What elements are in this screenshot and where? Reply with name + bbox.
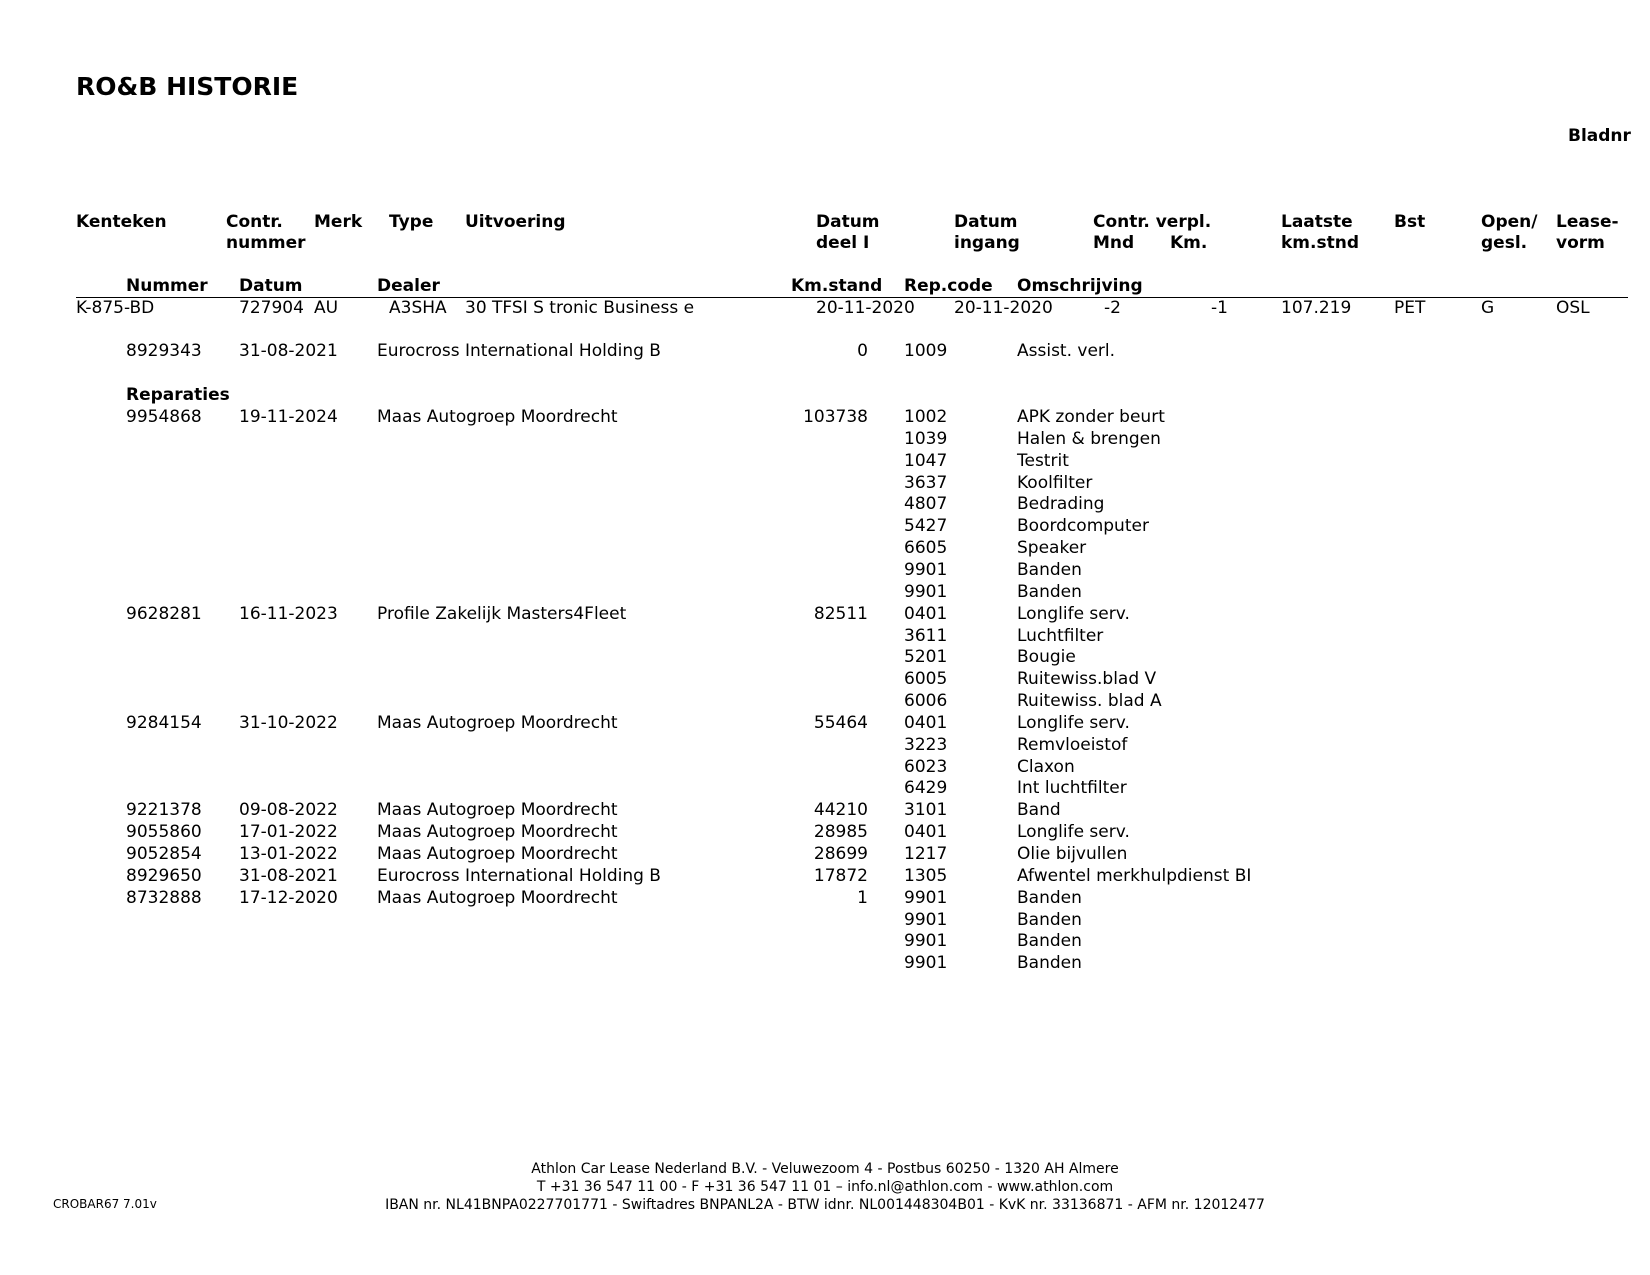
assist-dealer: Eurocross International Holding B — [377, 341, 661, 361]
repair-omschrijving: Ruitewiss.blad V — [1017, 669, 1157, 689]
repair-omschrijving: Banden — [1017, 888, 1082, 908]
col-datum: Datum — [239, 276, 303, 296]
repair-repcode: 4807 — [904, 494, 948, 514]
footer-contact: T +31 36 547 11 00 - F +31 36 547 11 01 – info.nl@athlon.com - www.athlon.com — [536, 1179, 1114, 1195]
bladnr-label: Bladnr — [1568, 126, 1631, 146]
repair-repcode: 6429 — [904, 778, 948, 798]
repair-repcode: 3637 — [904, 473, 948, 493]
col-nummer: Nummer — [126, 276, 208, 296]
repair-omschrijving: Longlife serv. — [1017, 713, 1130, 733]
repair-kmstand: 82511 — [813, 604, 868, 624]
repair-repcode: 1039 — [904, 429, 948, 449]
vehicle-leasevorm: OSL — [1556, 298, 1590, 318]
repair-omschrijving: Koolfilter — [1017, 473, 1093, 493]
repair-omschrijving: Remvloeistof — [1017, 735, 1128, 755]
assist-kmstand: 0 — [857, 341, 868, 361]
repair-repcode: 6023 — [904, 757, 948, 777]
repair-dealer: Maas Autogroep Moordrecht — [377, 888, 618, 908]
repair-repcode: 1305 — [904, 866, 948, 886]
assist-repcode: 1009 — [904, 341, 948, 361]
repair-repcode: 3223 — [904, 735, 948, 755]
col-kmstand: Km.stand — [791, 276, 883, 296]
page-title: RO&B HISTORIE — [76, 72, 299, 101]
vehicle-bst: PET — [1394, 298, 1426, 318]
repair-repcode: 1047 — [904, 451, 948, 471]
repair-omschrijving: Bedrading — [1017, 494, 1105, 514]
repair-datum: 17-01-2022 — [239, 822, 338, 842]
repair-repcode: 0401 — [904, 604, 948, 624]
repair-nummer: 9055860 — [126, 822, 202, 842]
col-laatste: Laatste — [1281, 212, 1353, 232]
repair-nummer: 9954868 — [126, 407, 202, 427]
repair-omschrijving: Int luchtfilter — [1017, 778, 1127, 798]
repair-dealer: Profile Zakelijk Masters4Fleet — [377, 604, 627, 624]
col-uitvoering: Uitvoering — [465, 212, 566, 232]
repair-omschrijving: Halen & brengen — [1017, 429, 1161, 449]
repair-repcode: 3611 — [904, 626, 948, 646]
repair-dealer: Maas Autogroep Moordrecht — [377, 713, 618, 733]
repair-nummer: 8929650 — [126, 866, 202, 886]
repair-dealer: Maas Autogroep Moordrecht — [377, 407, 618, 427]
repair-nummer: 9221378 — [126, 800, 202, 820]
repair-repcode: 9901 — [904, 560, 948, 580]
repair-repcode: 9901 — [904, 582, 948, 602]
vehicle-contract: 727904 — [239, 298, 304, 318]
repair-kmstand: 28699 — [813, 844, 868, 864]
repair-omschrijving: Luchtfilter — [1017, 626, 1104, 646]
vehicle-type: A3SHA — [389, 298, 447, 318]
repair-omschrijving: Claxon — [1017, 757, 1075, 777]
repair-omschrijving: Longlife serv. — [1017, 822, 1130, 842]
col-type: Type — [389, 212, 434, 232]
col-datum-deel: Datum — [816, 212, 880, 232]
repair-nummer: 9628281 — [126, 604, 202, 624]
assist-omschrijving: Assist. verl. — [1017, 341, 1116, 361]
vehicle-laatste-km: 107.219 — [1281, 298, 1352, 318]
repair-repcode: 1217 — [904, 844, 948, 864]
assist-nummer: 8929343 — [126, 341, 202, 361]
repair-omschrijving: Afwentel merkhulpdienst BI — [1017, 866, 1252, 886]
repair-dealer: Eurocross International Holding B — [377, 866, 661, 886]
col-lease-2: vorm — [1556, 233, 1605, 253]
repair-repcode: 3101 — [904, 800, 948, 820]
repair-dealer: Maas Autogroep Moordrecht — [377, 822, 618, 842]
repair-nummer: 9284154 — [126, 713, 202, 733]
repair-omschrijving: Banden — [1017, 560, 1082, 580]
repair-repcode: 9901 — [904, 931, 948, 951]
vehicle-datum-ingang: 20-11-2020 — [954, 298, 1053, 318]
vehicle-km: -1 — [1211, 298, 1228, 318]
repair-repcode: 9901 — [904, 953, 948, 973]
vehicle-mnd: -2 — [1104, 298, 1121, 318]
col-open-2: gesl. — [1481, 233, 1528, 253]
repair-omschrijving: Longlife serv. — [1017, 604, 1130, 624]
col-contr-nummer: nummer — [226, 233, 306, 253]
reparaties-heading: Reparaties — [126, 385, 230, 405]
form-code: CROBAR67 7.01v — [53, 1197, 157, 1211]
repair-repcode: 1002 — [904, 407, 948, 427]
repair-dealer: Maas Autogroep Moordrecht — [377, 844, 618, 864]
col-lease: Lease- — [1556, 212, 1619, 232]
vehicle-datum-deel: 20-11-2020 — [816, 298, 915, 318]
repair-omschrijving: Olie bijvullen — [1017, 844, 1128, 864]
col-merk: Merk — [314, 212, 363, 232]
repair-nummer: 8732888 — [126, 888, 202, 908]
repair-dealer: Maas Autogroep Moordrecht — [377, 800, 618, 820]
repair-nummer: 9052854 — [126, 844, 202, 864]
repair-omschrijving: Bougie — [1017, 647, 1076, 667]
col-kenteken: Kenteken — [76, 212, 167, 232]
assist-datum: 31-08-2021 — [239, 341, 338, 361]
repair-omschrijving: Banden — [1017, 953, 1082, 973]
col-datum-ingang: Datum — [954, 212, 1018, 232]
col-laatste-2: km.stnd — [1281, 233, 1359, 253]
repair-kmstand: 55464 — [813, 713, 868, 733]
vehicle-kenteken: K-875-BD — [76, 298, 155, 318]
repair-omschrijving: Boordcomputer — [1017, 516, 1149, 536]
repair-datum: 17-12-2020 — [239, 888, 338, 908]
repair-omschrijving: APK zonder beurt — [1017, 407, 1165, 427]
col-datum-ingang-2: ingang — [954, 233, 1020, 253]
repair-repcode: 5201 — [904, 647, 948, 667]
repair-repcode: 6005 — [904, 669, 948, 689]
vehicle-uitvoering: 30 TFSI S tronic Business e — [465, 298, 695, 318]
col-contr: Contr. — [226, 212, 283, 232]
repair-datum: 16-11-2023 — [239, 604, 338, 624]
col-dealer: Dealer — [377, 276, 440, 296]
col-omschrijving: Omschrijving — [1017, 276, 1143, 296]
repair-omschrijving: Banden — [1017, 582, 1082, 602]
footer-bank: IBAN nr. NL41BNPA0227701771 - Swiftadres BNPANL2A - BTW idnr. NL001448304B01 - KvK nr. 33136871 - AFM nr. 12012477 — [385, 1197, 1265, 1213]
repair-repcode: 6605 — [904, 538, 948, 558]
repair-omschrijving: Speaker — [1017, 538, 1087, 558]
col-km: Km. — [1170, 233, 1208, 253]
vehicle-merk: AU — [314, 298, 339, 318]
col-contr-verpl: Contr. verpl. — [1093, 212, 1212, 232]
repair-datum: 31-08-2021 — [239, 866, 338, 886]
repair-datum: 31-10-2022 — [239, 713, 338, 733]
repair-repcode: 9901 — [904, 888, 948, 908]
repair-omschrijving: Ruitewiss. blad A — [1017, 691, 1162, 711]
repair-kmstand: 17872 — [813, 866, 868, 886]
repair-kmstand: 28985 — [813, 822, 868, 842]
col-datum-deel-2: deel I — [816, 233, 870, 253]
repair-repcode: 0401 — [904, 822, 948, 842]
vehicle-open: G — [1481, 298, 1495, 318]
repair-datum: 09-08-2022 — [239, 800, 338, 820]
col-repcode: Rep.code — [904, 276, 993, 296]
footer-company: Athlon Car Lease Nederland B.V. - Veluwezoom 4 - Postbus 60250 - 1320 AH Almere — [531, 1161, 1119, 1177]
repair-repcode: 5427 — [904, 516, 948, 536]
repair-omschrijving: Band — [1017, 800, 1061, 820]
repair-omschrijving: Banden — [1017, 931, 1082, 951]
col-bst: Bst — [1394, 212, 1426, 232]
repair-kmstand: 1 — [857, 888, 868, 908]
col-mnd: Mnd — [1093, 233, 1135, 253]
repair-kmstand: 44210 — [813, 800, 868, 820]
repair-repcode: 0401 — [904, 713, 948, 733]
repair-repcode: 6006 — [904, 691, 948, 711]
repair-repcode: 9901 — [904, 910, 948, 930]
col-open: Open/ — [1481, 212, 1538, 232]
repair-omschrijving: Testrit — [1017, 451, 1069, 471]
repair-datum: 19-11-2024 — [239, 407, 338, 427]
repair-omschrijving: Banden — [1017, 910, 1082, 930]
repair-kmstand: 103738 — [803, 407, 868, 427]
repair-datum: 13-01-2022 — [239, 844, 338, 864]
